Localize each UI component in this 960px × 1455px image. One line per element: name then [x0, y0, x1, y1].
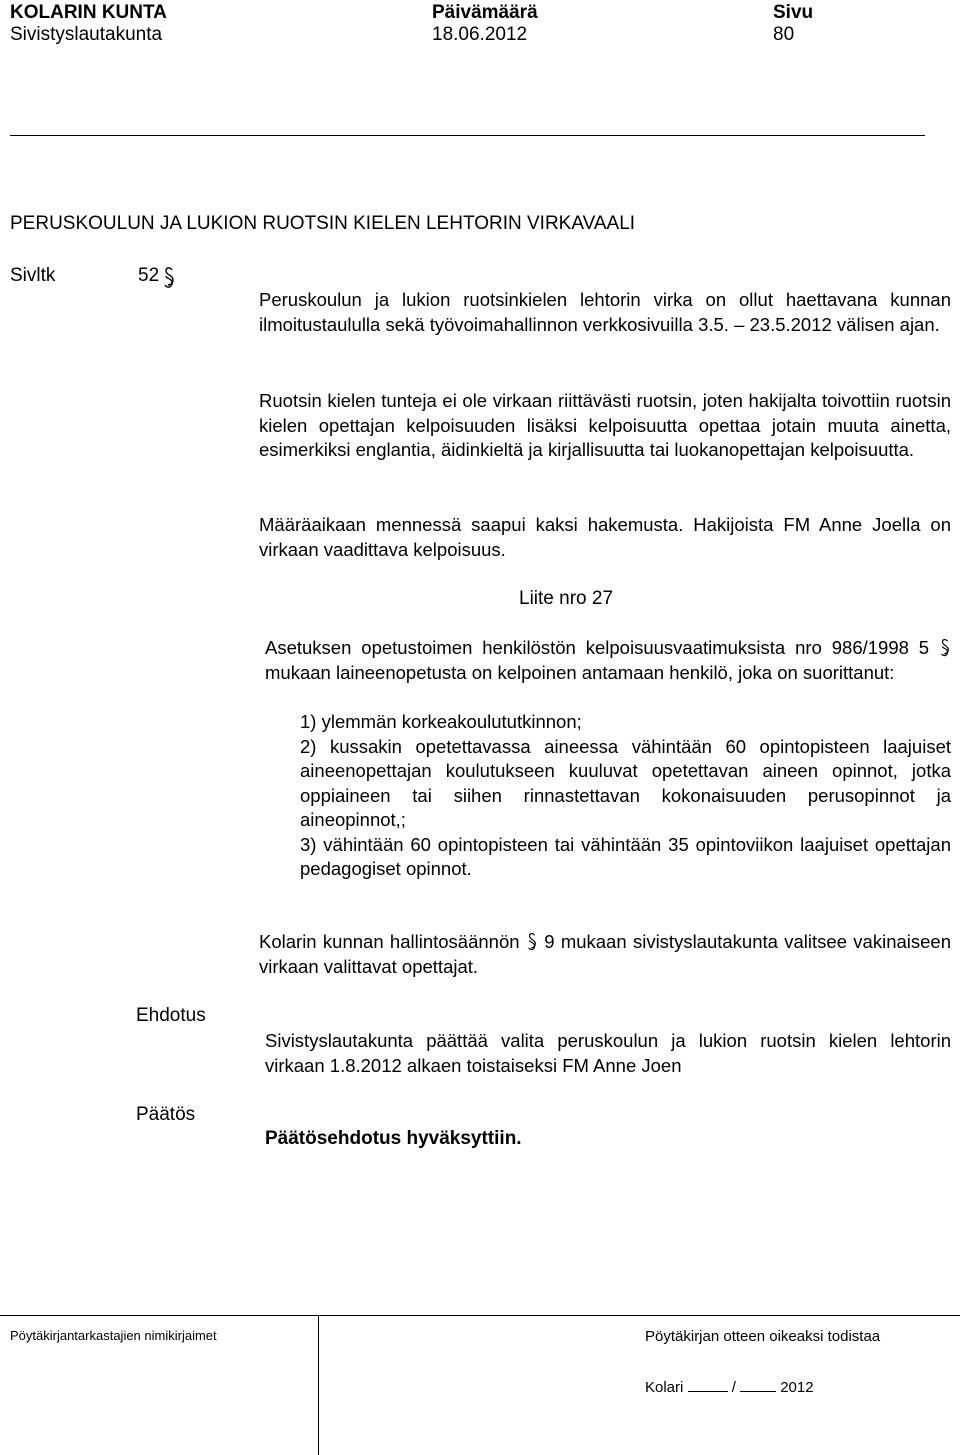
paragraph-applications: Määräaikaan mennessä saapui kaksi hakemusta. Hakijoista FM Anne Joella on virkaan vaadittava kelpoisuus. — [259, 514, 951, 560]
proposal-text: Sivistyslautakunta päättää valita peruskoulun ja lukion ruotsin kielen lehtorin virkaan 1.8.2012 alkaen toistaiseksi FM Anne Joen — [265, 1030, 951, 1076]
header-divider — [10, 135, 925, 136]
list-item: 3) vähintään 60 opintopisteen tai vähintään 35 opintoviikon laajuiset opettajan pedagogiset opinnot. — [300, 833, 951, 879]
proposal-label: Ehdotus — [136, 1005, 206, 1026]
decision-text: Päätösehdotus hyväksyttiin. — [265, 1128, 522, 1149]
rule-text-end: 9 mukaan sivistyslautakunta valitsee vakinaiseen virkaan valittavat opettajat. — [259, 931, 952, 977]
board-name: Sivistyslautakunta — [10, 24, 163, 45]
section-sign-icon — [526, 932, 538, 952]
footer-vertical-divider — [318, 1315, 319, 1455]
footer-year: 2012 — [780, 1379, 814, 1396]
list-item: 1) ylemmän korkeakoulututkinnon; — [300, 711, 582, 732]
section-sign-icon — [939, 638, 951, 658]
list-item: 2) kussakin opetettavassa aineessa vähintään 60 opintopisteen laajuiset aineenopettajan koulutukseen kuuluvat opetettavan aineen opinnot, jotka oppiaineen tai siihen rinnastettavan kokonaisuuden perusopinnot ja aineopinnot,; — [300, 735, 951, 830]
page-label: Sivu — [773, 2, 814, 23]
footer-date-line — [645, 1379, 814, 1396]
paragraph-regulation — [265, 636, 951, 685]
date-label: Päivämäärä — [432, 2, 538, 23]
footer-place: Kolari — [645, 1379, 684, 1396]
paragraph-vacancy: Peruskoulun ja lukion ruotsinkielen lehtorin virka on ollut haettavana kunnan ilmoitustaululla sekä työvoimahallinnon verkkosivuilla 3.5. – 23.5.2012 välisen ajan. — [259, 289, 951, 335]
rule-text-start: Kolarin kunnan hallintosäännön — [259, 931, 520, 952]
footer-certification-label: Pöytäkirjan otteen oikeaksi todistaa — [645, 1328, 881, 1345]
regulation-text-start: Asetuksen opetustoimen henkilöstön kelpoisuusvaatimuksista nro 986/1998 5 — [265, 637, 930, 658]
qualification-list — [300, 710, 951, 882]
page-number: 80 — [773, 24, 795, 45]
section-sign-icon — [163, 266, 175, 290]
organization-name: KOLARIN KUNTA — [10, 2, 167, 23]
month-blank — [740, 1391, 776, 1392]
footer-initials-label: Pöytäkirjantarkastajien nimikirjaimet — [10, 1328, 217, 1343]
decision-label: Päätös — [136, 1104, 196, 1125]
footer-slash: / — [731, 1379, 736, 1396]
document-title: PERUSKOULUN JA LUKION RUOTSIN KIELEN LEHTORIN VIRKAVAALI — [10, 213, 636, 234]
day-month-blank — [688, 1391, 728, 1392]
footer-divider — [0, 1315, 960, 1316]
section-number: 52 — [138, 265, 160, 286]
paragraph-requirements: Ruotsin kielen tunteja ei ole virkaan riittävästi ruotsin, joten hakijalta toivottiin ruotsin kielen opettajan kelpoisuuden lisäksi kelpoisuutta opettaa jotain muuta ainetta, esimerkiksi englantia, äidinkieltä ja kirjallisuutta tai luokanopettajan kelpoisuutta. — [259, 390, 951, 460]
regulation-text-end: mukaan laineenopetusta on kelpoinen antamaan henkilö, joka on suorittanut: — [265, 661, 895, 683]
section-label: Sivltk — [10, 265, 56, 286]
attachment-reference: Liite nro 27 — [519, 588, 614, 609]
paragraph-administrative-rule — [259, 930, 951, 979]
meeting-date: 18.06.2012 — [432, 24, 528, 45]
